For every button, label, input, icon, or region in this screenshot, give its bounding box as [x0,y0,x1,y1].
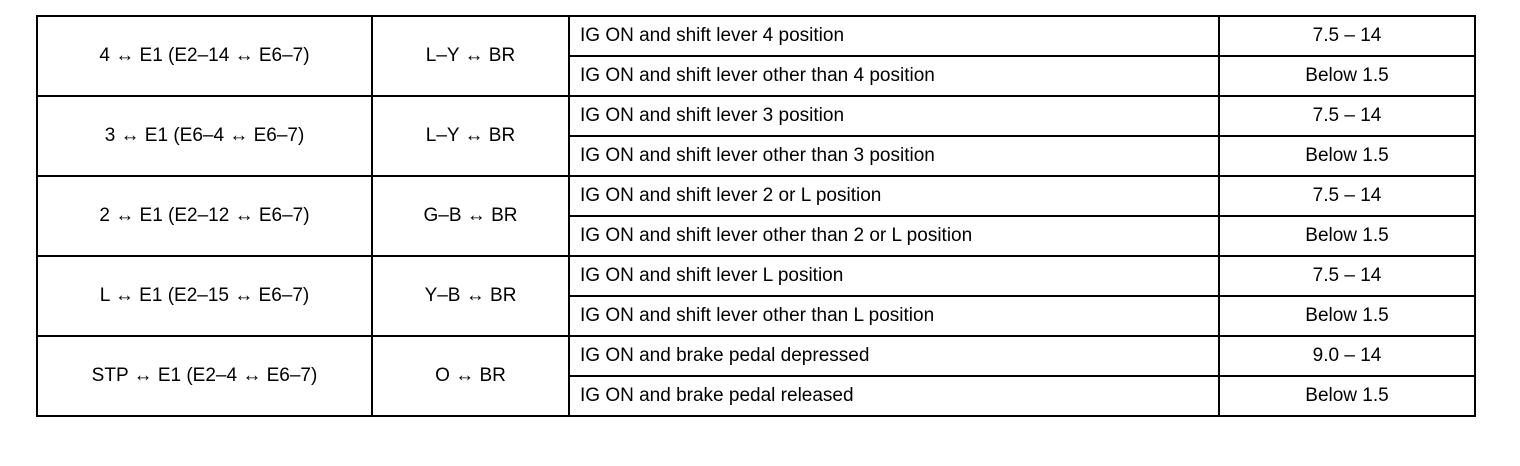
terminal-cell: L ↔ E1 (E2–15 ↔ E6–7) [37,256,372,336]
table-row [37,176,1475,216]
table-row [37,256,1475,296]
wiring-color-cell: L–Y ↔ BR [372,16,569,96]
specified-value-cell: 9.0 – 14 [1219,336,1475,376]
table-row [37,16,1475,56]
specified-value-cell: 7.5 – 14 [1219,16,1475,56]
condition-cell: IG ON and brake pedal depressed [569,336,1219,376]
condition-cell: IG ON and shift lever other than 3 position [569,136,1219,176]
condition-cell: IG ON and shift lever other than 4 position [569,56,1219,96]
specified-value-cell: Below 1.5 [1219,56,1475,96]
terminal-cell: 2 ↔ E1 (E2–12 ↔ E6–7) [37,176,372,256]
specified-value-cell: Below 1.5 [1219,136,1475,176]
condition-cell: IG ON and shift lever L position [569,256,1219,296]
table-row [37,96,1475,136]
condition-cell: IG ON and brake pedal released [569,376,1219,416]
specified-value-cell: Below 1.5 [1219,216,1475,256]
wiring-color-cell: G–B ↔ BR [372,176,569,256]
specified-value-cell: 7.5 – 14 [1219,256,1475,296]
wiring-color-cell: O ↔ BR [372,336,569,416]
condition-cell: IG ON and shift lever 3 position [569,96,1219,136]
table-row [37,336,1475,376]
wiring-color-cell: Y–B ↔ BR [372,256,569,336]
terminal-cell: STP ↔ E1 (E2–4 ↔ E6–7) [37,336,372,416]
specified-value-cell: Below 1.5 [1219,376,1475,416]
condition-cell: IG ON and shift lever other than 2 or L position [569,216,1219,256]
wiring-color-cell: L–Y ↔ BR [372,96,569,176]
specified-value-cell: 7.5 – 14 [1219,176,1475,216]
terminal-voltage-table [36,15,1476,417]
condition-cell: IG ON and shift lever 2 or L position [569,176,1219,216]
condition-cell: IG ON and shift lever other than L position [569,296,1219,336]
condition-cell: IG ON and shift lever 4 position [569,16,1219,56]
specified-value-cell: 7.5 – 14 [1219,96,1475,136]
specified-value-cell: Below 1.5 [1219,296,1475,336]
terminal-cell: 3 ↔ E1 (E6–4 ↔ E6–7) [37,96,372,176]
terminal-cell: 4 ↔ E1 (E2–14 ↔ E6–7) [37,16,372,96]
